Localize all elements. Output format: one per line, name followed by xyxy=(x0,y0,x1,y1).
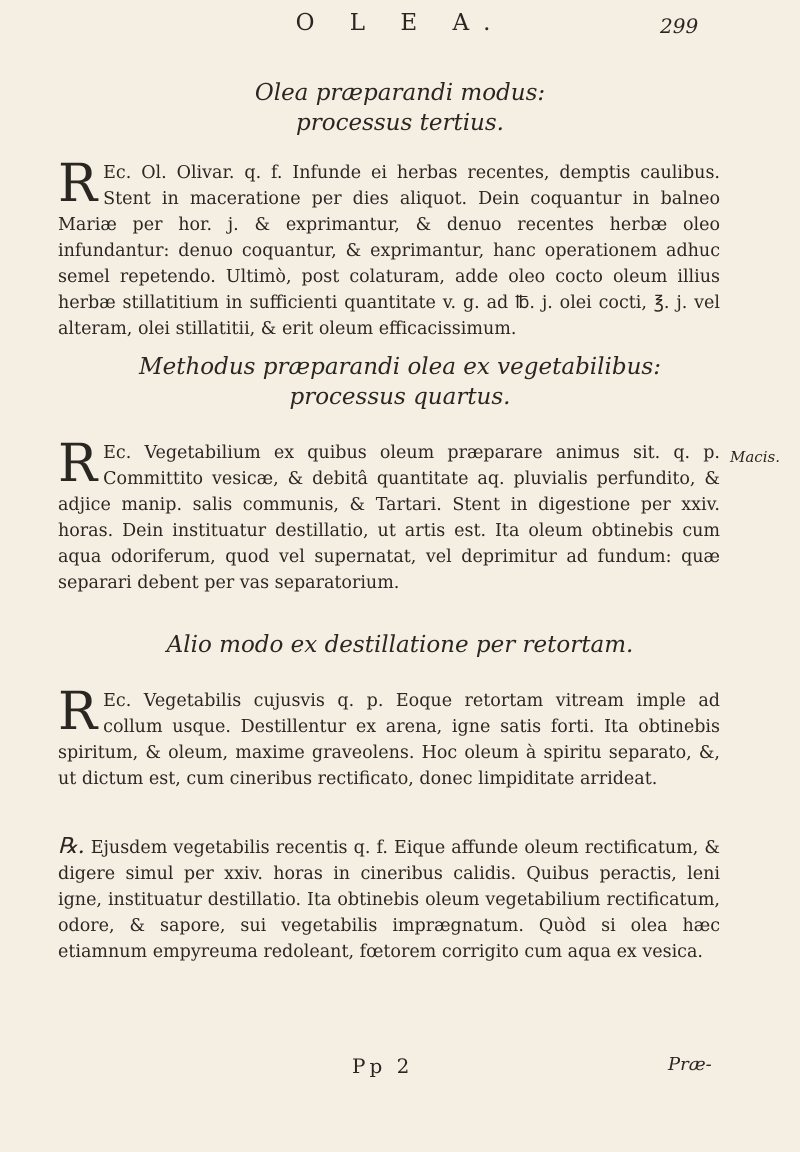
paragraph-3 xyxy=(58,682,720,792)
section-heading-3-line1: Alio modo ex destillatione per retortam. xyxy=(166,632,634,658)
drop-cap-3: R xyxy=(58,682,98,742)
section-heading-2-line2: processus quartus. xyxy=(289,384,511,410)
page-number: 299 xyxy=(660,14,699,38)
paragraph-4-body xyxy=(58,834,720,965)
drop-cap-1: R xyxy=(58,154,98,214)
marginal-note: Macis. xyxy=(730,448,780,466)
paragraph-3-text: Ec. Vegetabilis cujusvis q. p. Eoque retortam vitream imple ad collum usque. Destillentur ex arena, igne satis forti. Ita obtinebis spiritum, & oleum, maxime graveolens. Hoc oleum à spiritu separato, &, ut dictum est, cum cineribus rectificato, donec limpiditate arrideat. xyxy=(58,691,720,789)
section-heading-2-line1: Methodus præparandi olea ex vegetabilibus: xyxy=(139,354,661,380)
section-heading-2 xyxy=(0,352,800,412)
paragraph-1-text: Ec. Ol. Olivar. q. f. Infunde ei herbas recentes, demptis caulibus. Stent in maceratione per dies aliquot. Dein coquantur in balneo Mariæ per hor. j. & exprimantur, & denuo recentes herbæ oleo infundantur: denuo coquantur, & exprimantur, hanc operationem adhuc semel repetendo. Ultimò, post colaturam, adde oleo cocto oleum illius herbæ stillatitium in sufficienti quantitate v. g. ad ℔. j. olei cocti, ℥. j. vel alteram, olei stillatitii, & erit oleum efficacissimum. xyxy=(58,163,720,339)
paragraph-2-text: Ec. Vegetabilium ex quibus oleum præparare animus sit. q. p. Committito vesicæ, & debitâ quantitate aq. pluvialis perfundito, & adjice manip. salis communis, & Tartari. Stent in digestione per xxiv. horas. Dein instituatur destillatio, ut artis est. Ita oleum obtinebis cum aqua odoriferum, quod vel supernatat, vel deprimitur ad fundum: quæ separari debent per vas separatorium. xyxy=(58,443,720,593)
section-heading-1 xyxy=(0,78,800,138)
paragraph-4-text: Ejusdem vegetabilis recentis q. f. Eique affunde oleum rectificatum, & digere simul per xxiv. horas in cineribus calidis. Quibus peractis, leni igne, instituatur destillatio. Ita obtinebis oleum vegetabilium rectificatum, odore, & sapore, sui vegetabilis imprægnatum. Quòd si olea hæc etiamnum empyreuma redoleant, fœtorem corrigito cum aqua ex vesica. xyxy=(58,838,720,962)
recipe-symbol: ℞. xyxy=(58,834,85,859)
drop-cap-2: R xyxy=(58,434,98,494)
paragraph-2 xyxy=(58,434,720,596)
section-heading-1-line2: processus tertius. xyxy=(296,110,504,136)
paragraph-1 xyxy=(58,154,720,342)
running-head: O L E A. xyxy=(295,10,505,36)
section-heading-1-line1: Olea præparandi modus: xyxy=(254,80,546,106)
catchword: Præ- xyxy=(668,1054,712,1075)
paragraph-4 xyxy=(58,834,720,965)
section-heading-3 xyxy=(0,630,800,660)
signature-mark: Pp 2 xyxy=(352,1054,414,1078)
